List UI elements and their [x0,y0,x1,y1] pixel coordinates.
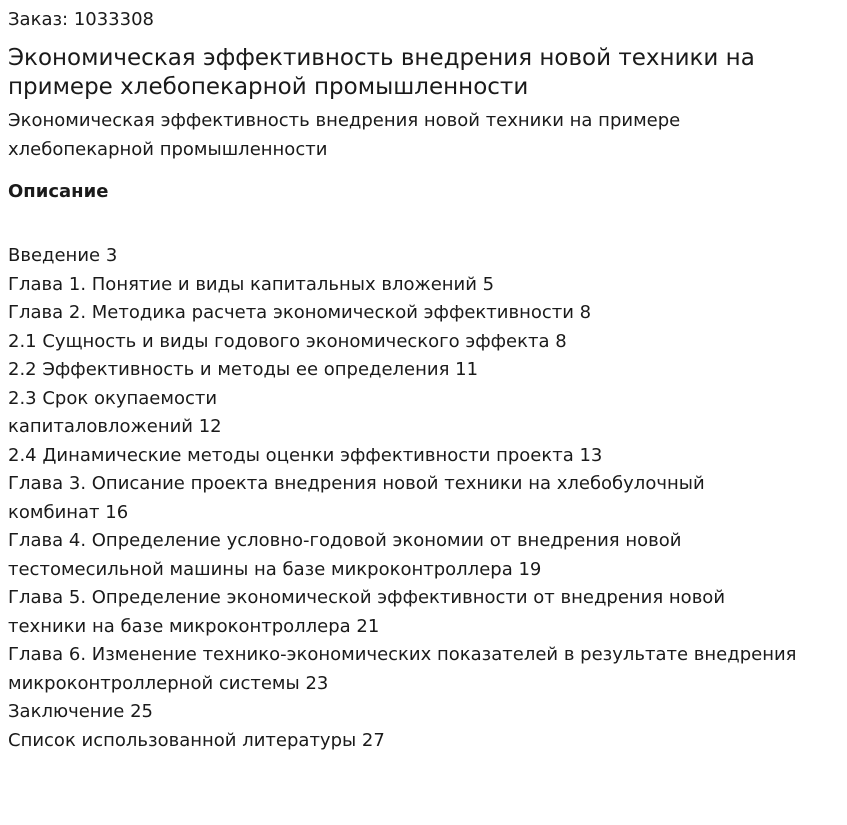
toc-item: Глава 5. Определение экономической эффективности от внедрения новой техники на базе микроконтроллера 21 [8,587,726,637]
toc-item: Глава 1. Понятие и виды капитальных вложений 5 [8,273,495,295]
toc-item: Список использованной литературы 27 [8,729,385,751]
toc-item: 2.1 Сущность и виды годового экономического эффекта 8 [8,330,567,352]
toc-item: капиталовложений 12 [8,416,222,437]
toc-item: Введение 3 [8,245,118,266]
order-number: Заказ: 1033308 [8,9,154,30]
toc-item: Глава 6. Изменение технико-экономических показателей в результате внедрения микроконтроллерной системы 23 [8,644,797,694]
page-title: Экономическая эффективность внедрения новой техники на примере хлебопекарной промышленности [8,45,755,100]
toc-item: 2.2 Эффективность и методы ее определения 11 [8,359,479,380]
toc-item: Глава 3. Описание проекта внедрения новой техники на хлебобулочный комбинат 16 [8,473,705,523]
toc-item: 2.4 Динамические методы оценки эффективности проекта 13 [8,444,603,466]
toc-item: Глава 2. Методика расчета экономической эффективности 8 [8,302,592,323]
toc-item: Заключение 25 [8,701,153,722]
table-of-contents [8,242,798,755]
toc-item: 2.3 Срок окупаемости [8,387,218,409]
toc-item: Глава 4. Определение условно-годовой экономии от внедрения новой тестомесильной машины на базе микроконтроллера 19 [8,530,682,580]
description-heading: Описание [8,181,109,202]
page-subtitle: Экономическая эффективность внедрения новой техники на примере хлебопекарной промышленности [8,110,681,160]
